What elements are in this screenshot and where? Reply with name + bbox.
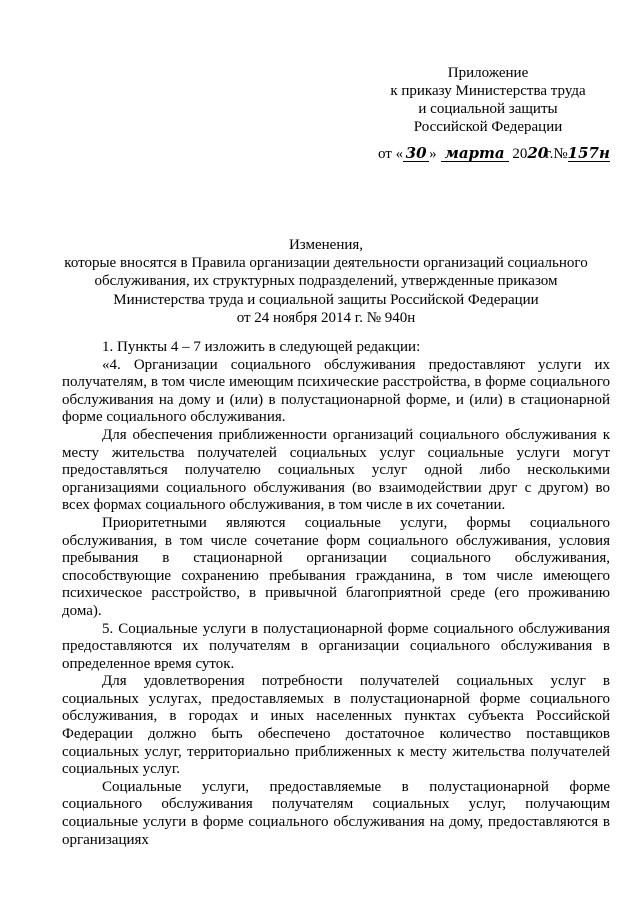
appendix-block xyxy=(372,64,604,136)
order-day-handwritten: 30 xyxy=(403,146,429,162)
appendix-line: и социальной защиты xyxy=(418,101,558,117)
heading-line: от 24 ноября 2014 г. № 940н xyxy=(236,309,416,326)
paragraph: Социальные услуги, предоставляемые в полустационарной форме социального обслуживания получателям социальных услуг, получающим социальные услуги в форме социального обслуживания на дому, предоставляются в организациях xyxy=(62,778,610,848)
paragraph: Для удовлетворения потребности получателей социальных услуг в социальных услугах, предоставляемых в полустационарной форме социального обслуживания, в городах и иных населенных пунктах субъекта Российской Федерации должно быть обеспечено достаточное количество поставщиков социальных услуг, территориально приближенных к месту жительства получателей социальных услуг. xyxy=(62,673,610,778)
order-number-handwritten: 157н xyxy=(567,144,610,162)
order-number-label: г.№ xyxy=(545,146,568,162)
order-year-prefix: 20 xyxy=(512,146,528,162)
heading-line: Министерства труда и социальной защиты Российской Федерации xyxy=(113,291,539,308)
order-year-handwritten: 20 xyxy=(527,144,549,162)
document-body xyxy=(62,339,610,849)
order-date-prefix: от « xyxy=(378,146,404,162)
appendix-title: Приложение xyxy=(447,65,529,81)
heading-title: Изменения, xyxy=(288,237,364,253)
document-heading xyxy=(50,236,602,327)
paragraph: 1. Пункты 4 – 7 изложить в следующей редакции: xyxy=(102,339,421,355)
paragraph: 5. Социальные услуги в полустационарной форме социального обслуживания предоставляются их получателям в организации социального обслуживания в определенное время суток. xyxy=(62,620,610,672)
paragraph: Приоритетными являются социальные услуги, формы социального обслуживания, в том числе сочетание форм социального обслуживания, условия пребывания в стационарной организации социального обслуживания, способствующие сохранению пребывания гражданина, в том числе имеющего психическое расстройство, в привычной благоприятной среде (его проживанию дома). xyxy=(62,514,610,619)
heading-line: которые вносятся в Правила организации деятельности организаций социального xyxy=(64,255,588,272)
appendix-line: к приказу Министерства труда xyxy=(390,83,586,99)
heading-line: обслуживания, их структурных подразделений, утвержденные приказом xyxy=(94,273,558,290)
order-month-handwritten: марта xyxy=(441,146,509,162)
paragraph: Для обеспечения приближенности организаций социального обслуживания к месту жительства получателей социальных услуг социальные услуги могут предоставляться получателю социальных услуг одной либо несколькими организациями социального обслуживания (во взаимодействии друг с другом) во всех формах социального обслуживания, в том числе в их сочетании. xyxy=(62,426,610,514)
paragraph: «4. Организации социального обслуживания предоставляют услуги их получателям, в том числе имеющим психические расстройства, в форме социального обслуживания на дому и (или) в полустационарной форме, и (или) в стационарной форме социального обслуживания. xyxy=(62,356,610,426)
order-date-number-line xyxy=(378,146,610,163)
order-quote-close: » xyxy=(429,146,437,162)
appendix-line: Российской Федерации xyxy=(413,119,563,135)
